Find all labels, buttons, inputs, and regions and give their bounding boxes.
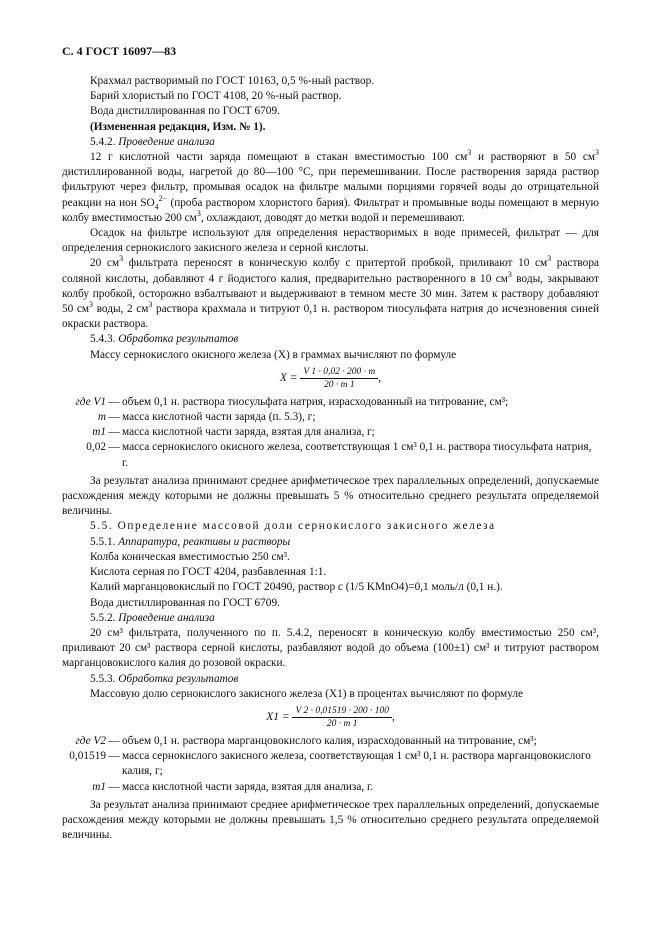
edition-note: (Измененная редакция, Изм. № 1).	[90, 120, 266, 133]
text-run: 20 см	[90, 257, 120, 270]
reagent-water: Вода дистиллированная по ГОСТ 6709.	[90, 105, 280, 118]
superscript: 3	[196, 209, 201, 219]
definition-symbol: m1	[92, 780, 106, 793]
text-run: и растворяют в 50 см	[471, 151, 595, 164]
definition-row	[62, 780, 599, 795]
definition-text: масса сернокислого закисного железа, соответствующая 1 см³ 0,1 н. раствора марганцовокислого калия, г;	[122, 750, 591, 778]
section-5-5-2-heading	[62, 611, 599, 626]
section-5-4-3-heading	[62, 332, 599, 347]
section-5-5-heading: 5.5. Определение массовой доли сернокислого закисного железа	[90, 520, 496, 533]
formula-oxide-iron	[62, 366, 599, 391]
section-title: Обработка результатов	[118, 672, 239, 685]
formula-tail: ,	[391, 711, 395, 724]
superscript: 3	[119, 254, 124, 264]
section-title: Обработка результатов	[118, 333, 239, 346]
paragraph-result-2: За результат анализа принимают среднее арифметическое трех параллельных определений, допускаемые расхождения между которыми не должны превышать 1,5 % относительно среднего результата определяемой величины.	[62, 798, 599, 842]
section-number: 5.5.2.	[90, 611, 116, 624]
formula-denominator: 20 · m 1	[326, 718, 358, 729]
definition-row	[62, 410, 599, 425]
text-run: 12 г кислотной части заряда помещают в стакан вместимостью 100 см	[90, 151, 468, 164]
definition-row	[62, 395, 599, 410]
dash: —	[108, 395, 120, 408]
formula-ferrous-iron	[62, 705, 599, 730]
document-body	[62, 74, 599, 843]
definition-row	[62, 734, 599, 749]
section-title: Аппаратура, реактивы и растворы	[118, 535, 291, 548]
definition-row	[62, 749, 599, 779]
definition-text: масса кислотной части заряда, взятая для анализа, г.	[122, 780, 374, 793]
subscript: 4	[154, 201, 159, 211]
section-number: 5.4.3.	[90, 333, 116, 346]
definition-symbol: где V2	[75, 734, 106, 747]
formula-numerator: V 1 · 0,02 · 200 · m	[300, 366, 378, 379]
page-header: С. 4 ГОСТ 16097—83	[62, 44, 177, 58]
section-number: 5.4.2.	[90, 135, 116, 148]
dash: —	[108, 426, 120, 439]
section-5-4-2-heading	[62, 135, 599, 150]
definition-text: масса кислотной части заряда (п. 5.3), г;	[122, 411, 316, 424]
text-run: (проба раствором хлористого бария). Фильтрат и промывные воды помещают в мерную колбу вместимостью 200 см	[62, 196, 599, 224]
paragraph-5-4-2	[62, 150, 599, 226]
section-5-5-3-heading	[62, 672, 599, 687]
paragraph-5-5-2: 20 см³ фильтрата, полученного по п. 5.4.2, переносят в коническую колбу вместимостью 250 см³, приливают 20 см³ раствора серной кислоты, разбавляют водой до объема (100±1) см³ и титруют раствором марганцовокислого калия до розовой окраски.	[62, 626, 599, 670]
section-title: Проведение анализа	[118, 135, 215, 148]
definitions-formula-1	[62, 395, 599, 471]
section-number: 5.5.1.	[90, 535, 116, 548]
reagent-barium: Барий хлористый по ГОСТ 4108, 20 %-ный раствор.	[90, 90, 342, 103]
dash: —	[108, 441, 120, 454]
superscript: 3	[467, 148, 472, 158]
text-run: дистиллированной воды, нагретой до 80—100 °С, при перемешивании. После растворения заряда раствор фильтруют через фильтр, промывая осадок на фильтре малыми порциями горячей воды до отрицательной реакции на ион SO	[62, 166, 599, 209]
definition-row	[62, 425, 599, 440]
paragraph-sediment: Осадок на фильтре используют для определения нерастворимых в воде примесей, фильтрат — для определения сернокислого закисного железа и серной кислоты.	[62, 227, 599, 255]
text-run: фильтрата переносят в коническую колбу с притертой пробкой, приливают 10 см	[123, 257, 548, 270]
text-run: раствора крахмала и титруют 0,1 н. раствором тиосульфата натрия до исчезновения синей окраски раствора.	[62, 303, 599, 331]
section-5-5-1-heading	[62, 535, 599, 550]
reagent-permanganate: Калий марганцовокислый по ГОСТ 20490, раствор c (1/5 KMnO4)=0,1 моль/л (0,1 н.).	[90, 581, 503, 594]
paragraph-5-5-3: Массовую долю сернокислого закисного железа (X1) в процентах вычисляют по формуле	[90, 687, 524, 700]
superscript: 3	[547, 254, 552, 264]
formula-fraction	[292, 705, 392, 730]
superscript: 2−	[158, 193, 168, 203]
text-run: раствора соляной кислоты, добавляют 4 г йодистого калия, предварительно растворенного в 10 см	[62, 257, 599, 285]
definition-symbol: 0,01519	[69, 750, 106, 763]
paragraph-result-1: За результат анализа принимают среднее арифметическое трех параллельных определений, допускаемые расхождения между которыми не должны превышать 5 % относительно среднего результата определяемой величины.	[62, 474, 599, 518]
section-title: Проведение анализа	[118, 611, 215, 624]
definition-symbol: где V1	[75, 395, 106, 408]
text-run: , охлаждают, доводят до метки водой и перемешивают.	[200, 211, 465, 224]
text-run: воды, закрывают колбу пробкой, осторожно взбалтывают и выдерживают в темном месте 30 мин. Затем к раствору добавляют 50 см	[62, 272, 599, 316]
definition-text: объем 0,1 н. раствора марганцовокислого калия, израсходованный на титрование, см³;	[122, 734, 537, 747]
definition-text: объем 0,1 н. раствора тиосульфата натрия, израсходованный на титрование, см³;	[122, 395, 509, 408]
superscript: 3	[148, 300, 153, 310]
formula-denominator: 20 · m 1	[324, 379, 355, 390]
definition-row	[62, 440, 599, 470]
definition-symbol: m1	[92, 426, 106, 439]
text-run: воды, 2 см	[93, 303, 149, 316]
superscript: 3	[507, 269, 512, 279]
reagent-water-2: Вода дистиллированная по ГОСТ 6709.	[90, 596, 280, 609]
definition-symbol: 0,02	[86, 441, 106, 454]
paragraph-5-4-3: Массу сернокислого окисного железа (X) в граммах вычисляют по формуле	[90, 348, 457, 361]
formula-numerator: V 2 · 0,01519 · 200 · 100	[292, 705, 392, 718]
superscript: 3	[89, 300, 94, 310]
reagent-flask: Колба коническая вместимостью 250 см³.	[90, 550, 290, 563]
dash: —	[108, 411, 120, 424]
formula-lhs: X1 =	[266, 710, 290, 723]
formula-lhs: X =	[279, 371, 298, 384]
dash: —	[108, 780, 120, 793]
formula-tail: ,	[378, 371, 382, 384]
reagent-starch: Крахмал растворимый по ГОСТ 10163, 0,5 %-ный раствор.	[90, 75, 375, 87]
definition-text: масса кислотной части заряда, взятая для анализа, г;	[122, 426, 375, 439]
definition-text: масса сернокислого окисного железа, соответствующая 1 см³ 0,1 н. раствора тиосульфата натрия, г.	[122, 441, 592, 469]
paragraph-filtrate	[62, 256, 599, 332]
reagent-sulfuric-acid: Кислота серная по ГОСТ 4204, разбавленная 1:1.	[90, 566, 327, 579]
definitions-formula-2	[62, 734, 599, 795]
dash: —	[108, 750, 120, 763]
definition-symbol: m	[97, 411, 106, 424]
dash: —	[108, 734, 120, 747]
section-number: 5.5.3.	[90, 672, 116, 685]
formula-fraction	[300, 366, 378, 391]
superscript: 3	[594, 148, 599, 158]
